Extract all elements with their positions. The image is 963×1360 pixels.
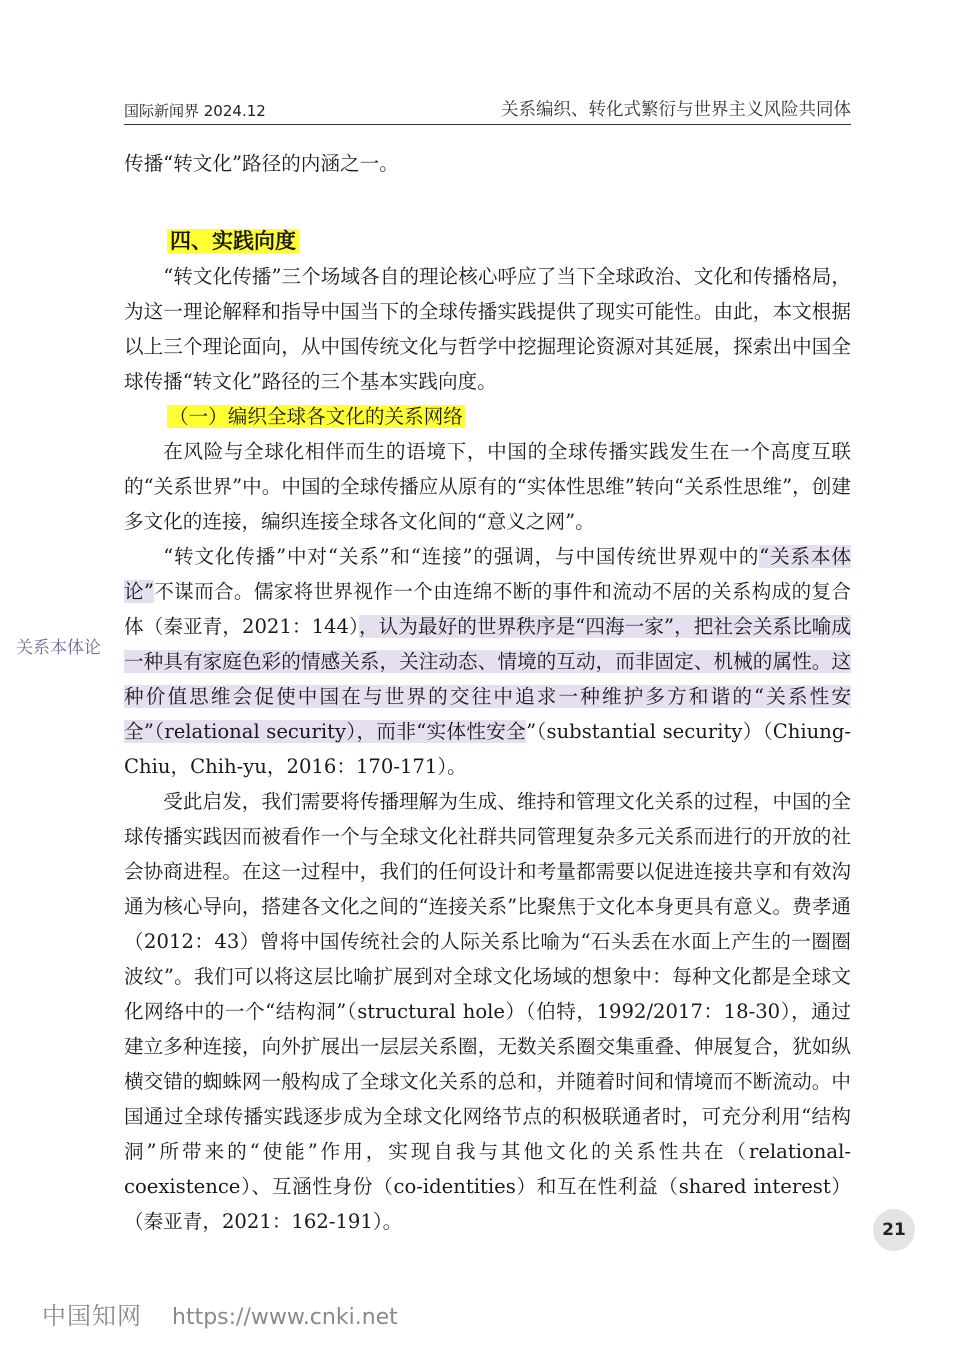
paragraph-3 [124,539,851,784]
margin-annotation[interactable]: 关系本体论 [16,638,101,658]
subsection-heading [124,399,851,434]
paragraph-3-part-a: “转文化传播”中对“关系”和“连接”的强调，与中国传统世界观中的 [163,545,760,568]
paragraph-1: “转文化传播”三个场域各自的理论核心呼应了当下全球政治、文化和传播格局，为这一理论解释和指导中国当下的全球传播实践提供了现实可能性。由此，本文根据以上三个理论面向，从中国传统文化与哲学中挖掘理论资源对其延展，探索出中国全球传播“转文化”路径的三个基本实践向度。 [124,265,851,393]
page-number-badge: 21 [873,1209,915,1251]
journal-issue: 国际新闻界 2024.12 [124,102,266,120]
watermark [42,1296,398,1331]
running-header [124,96,851,125]
paragraph-3-part-b: 不谋而合。儒家将世界视作一个由连绵不断的事件和流动不居的关系构成的复合体（秦亚青，2021：144） [124,580,851,638]
highlight-annotated[interactable]: “关系本体论” [124,545,851,603]
paragraph-3-part-c: ”（substantial security）（Chiung-Chiu，Chih-yu，2016：170-171）。 [124,720,851,778]
watermark-brand: 中国知网 [42,1302,142,1330]
article-body [124,146,851,1239]
paragraph-4: 受此启发，我们需要将传播理解为生成、维持和管理文化关系的过程，中国的全球传播实践因而被看作一个与全球文化社群共同管理复杂多元关系而进行的开放的社会协商进程。在这一过程中，我们的任何设计和考量都需要以促进连接共享和有效沟通为核心导向，搭建各文化之间的“连接关系”比聚焦于文化本身更具有意义。费孝通（2012：43）曾将中国传统社会的人际关系比喻为“石头丢在水面上产生的一圈圈波纹”。我们可以将这层比喻扩展到对全球文化场域的想象中：每种文化都是全球文化网络中的一个“结构洞”（structural hole）（伯特，1992/2017：18-30），通过建立多种连接，向外扩展出一层层关系圈，无数关系圈交集重叠、伸展复合，犹如纵横交错的蜘蛛网一般构成了全球文化关系的总和，并随着时间和情境而不断流动。中国通过全球传播实践逐步成为全球文化网络节点的积极联通者时，可充分利用“结构洞”所带来的“使能”作用，实现自我与其他文化的关系性共在（relational-coexistence）、互涵性身份（co-identities）和互在性利益（shared interest）（秦亚青，2021：162-191）。 [124,790,851,1233]
article-title: 关系编织、转化式繁衍与世界主义风险共同体 [501,100,851,120]
section-heading-text: 四、实践向度 [167,229,299,253]
subsection-heading-text: （一）编织全球各文化的关系网络 [169,405,463,428]
watermark-url: https://www.cnki.net [172,1305,398,1330]
section-heading [124,224,851,259]
continuation-paragraph: 传播“转文化”路径的内涵之一。 [124,152,399,175]
paragraph-2: 在风险与全球化相伴而生的语境下，中国的全球传播实践发生在一个高度互联的“关系世界”中。中国的全球传播应从原有的“实体性思维”转向“关系性思维”，创建多文化的连接，编织连接全球各文化间的“意义之网”。 [124,440,851,533]
highlight-passage[interactable]: ，认为最好的世界秩序是“四海一家”，把社会关系比喻成一种具有家庭色彩的情感关系，关注动态、情境的互动，而非固定、机械的属性。这种价值思维会促使中国在与世界的交往中追求一种维护多方和谐的“关系性安全”（relational security），而非“实体性安全 [124,615,851,743]
